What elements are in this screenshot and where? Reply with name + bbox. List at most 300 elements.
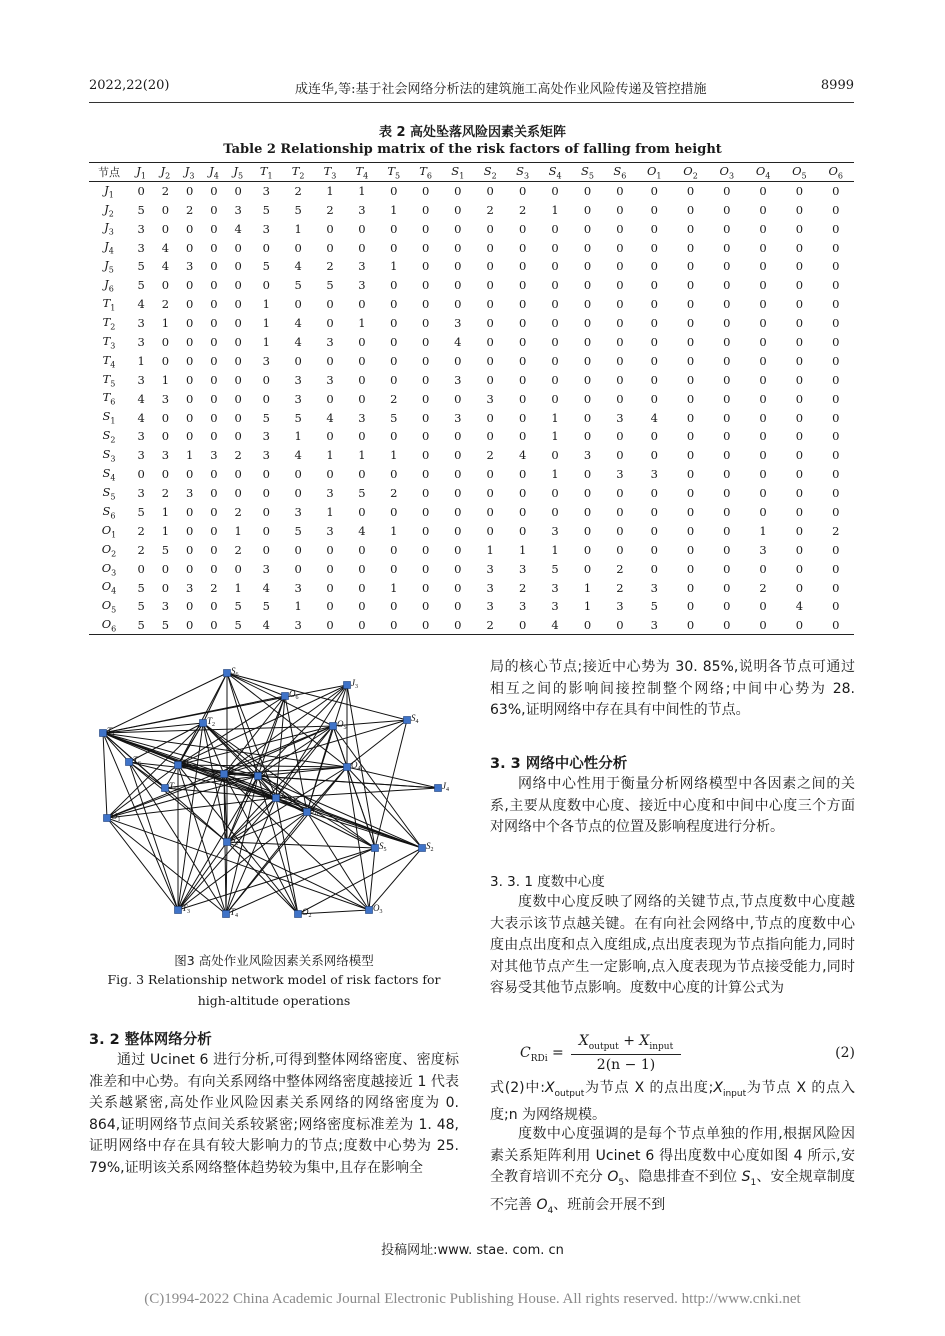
network-node-marker bbox=[304, 809, 311, 816]
network-node-label: $T_5$ bbox=[169, 781, 178, 793]
section-3-3-heading: 3. 3 网络中心性分析 bbox=[490, 756, 628, 772]
table-cell: 0 bbox=[686, 523, 695, 538]
network-node-label: $O_6$ bbox=[289, 689, 299, 701]
figure-caption-cn: 图3 高处作业风险因素关系网络模型 bbox=[174, 953, 374, 968]
table-cell: 0 bbox=[262, 467, 270, 482]
table-cell: 0 bbox=[650, 297, 658, 312]
row-header: $S_6$ bbox=[102, 503, 116, 521]
table-cell: 3 bbox=[294, 391, 302, 406]
table-cell: 0 bbox=[723, 353, 731, 368]
network-edge bbox=[103, 733, 107, 818]
table-cell: 0 bbox=[454, 240, 462, 255]
table-cell: 1 bbox=[551, 542, 559, 557]
table-cell: 0 bbox=[759, 316, 767, 331]
table-cell: 0 bbox=[723, 316, 731, 331]
table-cell: 0 bbox=[650, 278, 658, 293]
table-cell: 0 bbox=[210, 316, 218, 331]
table-cell: 0 bbox=[686, 184, 695, 199]
table-cell: 1 bbox=[326, 184, 334, 199]
table-cell: 0 bbox=[583, 523, 592, 538]
network-node-label: $J_2$ bbox=[280, 791, 287, 803]
table-cell: 0 bbox=[390, 316, 398, 331]
table-cell: 3 bbox=[486, 599, 494, 614]
table-cell: 0 bbox=[421, 372, 430, 387]
table-cell: 0 bbox=[650, 523, 658, 538]
table-cell: 0 bbox=[161, 580, 170, 595]
table-cell: 0 bbox=[486, 334, 494, 349]
table-cell: 0 bbox=[759, 429, 767, 444]
network-edge bbox=[178, 774, 224, 910]
formula-explanation: 式(2)中$:X_{output}$为节点 X 的点出度$;X_{input}$为节点 X 的点入度;n 为网络规模。 bbox=[490, 1080, 855, 1124]
network-node-marker bbox=[404, 717, 411, 724]
table-cell: 1 bbox=[358, 448, 366, 463]
table-cell: 0 bbox=[486, 240, 494, 255]
table-cell: 0 bbox=[759, 278, 767, 293]
table-cell: 0 bbox=[650, 316, 658, 331]
table-cell: 3 bbox=[137, 486, 145, 501]
table-cell: 0 bbox=[686, 202, 695, 217]
table-cell: 0 bbox=[421, 599, 430, 614]
table-cell: 3 bbox=[358, 278, 366, 293]
table-cell: 0 bbox=[551, 353, 559, 368]
table-cell: 0 bbox=[551, 184, 559, 199]
table-cell: 3 bbox=[294, 618, 302, 633]
network-edge bbox=[369, 848, 375, 910]
table-cell: 0 bbox=[795, 391, 804, 406]
table-cell: 0 bbox=[210, 221, 218, 236]
table-cell: 0 bbox=[723, 523, 731, 538]
table-cell: 0 bbox=[454, 599, 462, 614]
table-cell: 1 bbox=[262, 316, 270, 331]
table-cell: 0 bbox=[358, 353, 366, 368]
table-cell: 0 bbox=[650, 561, 658, 576]
table-cell: 0 bbox=[650, 372, 658, 387]
table-cell: 0 bbox=[759, 240, 767, 255]
table-cell: 0 bbox=[390, 184, 398, 199]
table-cell: 3 bbox=[186, 259, 194, 274]
table-cell: 2 bbox=[486, 618, 494, 633]
network-node-label: $T_2$ bbox=[207, 716, 216, 728]
table-cell: 0 bbox=[486, 221, 494, 236]
table-cell: 0 bbox=[583, 221, 592, 236]
table-header-row bbox=[89, 163, 854, 182]
table-cell: 0 bbox=[390, 372, 398, 387]
row-header: $J_6$ bbox=[104, 277, 114, 294]
table-cell: 1 bbox=[234, 523, 242, 538]
table-cell: 0 bbox=[161, 202, 170, 217]
table-cell: 5 bbox=[137, 202, 145, 217]
table-cell: 0 bbox=[518, 184, 527, 199]
table-cell: 3 bbox=[137, 334, 145, 349]
table-cell: 2 bbox=[390, 391, 398, 406]
network-node bbox=[330, 719, 347, 731]
table-cell: 0 bbox=[326, 580, 334, 595]
table-row bbox=[89, 370, 854, 389]
table-cell: 0 bbox=[795, 372, 804, 387]
table-row bbox=[89, 484, 854, 503]
row-header: $S_5$ bbox=[102, 484, 116, 502]
table-cell: 0 bbox=[518, 429, 527, 444]
column-header: $S_4$ bbox=[548, 163, 562, 181]
column-header: $J_2$ bbox=[160, 163, 171, 181]
table-cell: 0 bbox=[759, 467, 767, 482]
table-cell: 0 bbox=[210, 599, 218, 614]
table-cell: 0 bbox=[650, 202, 658, 217]
table-cell: 0 bbox=[454, 542, 462, 557]
table-cell: 5 bbox=[294, 410, 302, 425]
table-cell: 0 bbox=[518, 467, 527, 482]
table-cell: 3 bbox=[616, 599, 624, 614]
copyright-notice: (C)1994-2022 China Academic Journal Electronic Publishing House. All rights reserved. http://www.cnki.net bbox=[144, 1291, 801, 1307]
table-cell: 0 bbox=[234, 316, 242, 331]
row-header: $S_3$ bbox=[102, 447, 116, 464]
formula-lhs: $C_{RDi}$ = bbox=[520, 1045, 564, 1064]
table-cell: 0 bbox=[650, 334, 658, 349]
table-cell: 0 bbox=[518, 504, 527, 519]
table-cell: 0 bbox=[161, 334, 170, 349]
column-header: $S_6$ bbox=[613, 163, 627, 181]
table-cell: 0 bbox=[518, 259, 527, 274]
row-header: $O_1$ bbox=[101, 522, 117, 540]
network-edge bbox=[227, 726, 333, 842]
table-cell: 0 bbox=[262, 504, 270, 519]
table-cell: 0 bbox=[486, 467, 494, 482]
table-cell: 0 bbox=[723, 202, 731, 217]
table-cell: 0 bbox=[326, 297, 334, 312]
table-cell: 0 bbox=[795, 410, 804, 425]
column-header: $T_1$ bbox=[259, 163, 273, 181]
table-cell: 3 bbox=[262, 353, 270, 368]
table-cell: 0 bbox=[832, 202, 840, 217]
table-cell: 0 bbox=[186, 278, 194, 293]
table-body bbox=[89, 181, 854, 634]
table-cell: 3 bbox=[234, 202, 242, 217]
table-cell: 2 bbox=[486, 448, 494, 463]
section-3-3-1-paragraph: 度数中心度反映了网络的关键节点,节点度数中心度越大表示该节点越关键。在有向社会网络中,节点的度数中心度由点出度和点入度组成,点出度表现为节点指向能力,同时对其他节点产生一定影响,点入度表现为节点接受能力,同时容易受其他节点影响。度数中心度的计算公式为 bbox=[490, 894, 855, 997]
table-cell: 0 bbox=[326, 391, 334, 406]
table-cell: 0 bbox=[262, 486, 270, 501]
table-cell: 0 bbox=[234, 297, 242, 312]
table-cell: 3 bbox=[294, 504, 302, 519]
table-cell: 5 bbox=[262, 599, 270, 614]
table-cell: 0 bbox=[723, 372, 731, 387]
network-node-label: $J_5$ bbox=[182, 758, 189, 770]
table-cell: 3 bbox=[210, 448, 218, 463]
table-cell: 0 bbox=[421, 353, 430, 368]
table-cell: 0 bbox=[210, 240, 218, 255]
table-cell: 0 bbox=[759, 504, 767, 519]
table-cell: 1 bbox=[486, 542, 494, 557]
table-cell: 0 bbox=[186, 334, 194, 349]
table-cell: 1 bbox=[551, 202, 559, 217]
table-row bbox=[89, 427, 854, 446]
table-cell: 0 bbox=[616, 523, 624, 538]
network-edge bbox=[203, 723, 375, 848]
table-cell: 0 bbox=[358, 221, 366, 236]
table-cell: 1 bbox=[390, 259, 398, 274]
network-edge bbox=[203, 723, 276, 798]
table-cell: 0 bbox=[686, 580, 695, 595]
table-cell: 4 bbox=[326, 410, 334, 425]
table-cell: 0 bbox=[583, 240, 592, 255]
table-cell: 0 bbox=[795, 504, 804, 519]
table-cell: 0 bbox=[650, 429, 658, 444]
table-cell: 0 bbox=[795, 297, 804, 312]
table-cell: 0 bbox=[723, 618, 731, 633]
table-cell: 0 bbox=[583, 184, 592, 199]
table-cell: 0 bbox=[583, 259, 592, 274]
table-cell: 0 bbox=[454, 618, 462, 633]
table-cell: 3 bbox=[161, 391, 170, 406]
table-cell: 3 bbox=[551, 599, 559, 614]
table-cell: 0 bbox=[137, 467, 145, 482]
table-cell: 0 bbox=[186, 561, 194, 576]
table-cell: 0 bbox=[234, 429, 242, 444]
table-cell: 0 bbox=[686, 599, 695, 614]
table-cell: 0 bbox=[832, 184, 840, 199]
table-cell: 0 bbox=[832, 410, 840, 425]
table-cell: 0 bbox=[421, 410, 430, 425]
network-edge bbox=[107, 818, 178, 910]
row-header: $T_3$ bbox=[102, 333, 116, 351]
table-cell: 1 bbox=[583, 599, 592, 614]
table-cell: 2 bbox=[294, 184, 302, 199]
table-cell: 0 bbox=[358, 297, 366, 312]
table-cell: 4 bbox=[234, 221, 242, 236]
network-node-marker bbox=[435, 785, 442, 792]
table-cell: 1 bbox=[161, 316, 170, 331]
table-cell: 0 bbox=[832, 618, 840, 633]
table-cell: 0 bbox=[795, 353, 804, 368]
network-node-marker bbox=[344, 764, 351, 771]
network-edge bbox=[347, 767, 369, 910]
table-cell: 0 bbox=[161, 561, 170, 576]
table-cell: 3 bbox=[486, 391, 494, 406]
network-node-marker bbox=[126, 759, 133, 766]
table-cell: 3 bbox=[137, 316, 145, 331]
last-paragraph: 度数中心度强调的是每个节点单独的作用,根据风险因素关系矩阵利用 Ucinet 6 得出度数中心度如图 4 所示,安全教育培训不充分 $O_5$、隐患排查不到位 $S_1$、安全规章制度不完善 $O_4$、班前会开展不到 bbox=[490, 1126, 856, 1216]
table-cell: 0 bbox=[518, 334, 527, 349]
table-cell: 0 bbox=[551, 372, 559, 387]
table-cell: 2 bbox=[137, 523, 145, 538]
table-cell: 0 bbox=[583, 618, 592, 633]
table-cell: 2 bbox=[161, 297, 170, 312]
table-row bbox=[89, 314, 854, 333]
table-cell: 1 bbox=[390, 580, 398, 595]
table-cell: 0 bbox=[686, 429, 695, 444]
table-cell: 5 bbox=[137, 599, 145, 614]
table-cell: 0 bbox=[832, 259, 840, 274]
table-cell: 0 bbox=[616, 448, 624, 463]
network-node-label: $T_3$ bbox=[182, 903, 191, 915]
table-corner-label: 节点 bbox=[98, 165, 120, 179]
table-cell: 0 bbox=[210, 429, 218, 444]
table-cell: 0 bbox=[390, 467, 398, 482]
network-node-label: $S_1$ bbox=[231, 835, 239, 847]
network-node-marker bbox=[273, 795, 280, 802]
table-cell: 0 bbox=[686, 221, 695, 236]
table-cell: 0 bbox=[390, 618, 398, 633]
table-cell: 0 bbox=[723, 486, 731, 501]
table-cell: 3 bbox=[454, 316, 462, 331]
table-cell: 4 bbox=[294, 316, 302, 331]
table-cell: 5 bbox=[137, 580, 145, 595]
table-cell: 0 bbox=[832, 580, 840, 595]
table-cell: 0 bbox=[262, 278, 270, 293]
network-edge bbox=[178, 673, 227, 765]
network-node-label: $J_4$ bbox=[442, 781, 449, 793]
network-node bbox=[344, 760, 361, 772]
column-header: $T_6$ bbox=[419, 163, 433, 181]
table-cell: 0 bbox=[616, 184, 624, 199]
table-cell: 4 bbox=[650, 410, 658, 425]
table-cell: 0 bbox=[210, 410, 218, 425]
table-cell: 0 bbox=[234, 410, 242, 425]
table-cell: 0 bbox=[390, 542, 398, 557]
table-cell: 0 bbox=[686, 504, 695, 519]
network-node-label: $O_5$ bbox=[337, 719, 347, 731]
table-cell: 4 bbox=[137, 410, 145, 425]
table-cell: 0 bbox=[650, 221, 658, 236]
table-cell: 0 bbox=[795, 316, 804, 331]
column-header: $J_4$ bbox=[209, 163, 219, 181]
table-cell: 0 bbox=[234, 334, 242, 349]
table-cell: 0 bbox=[421, 259, 430, 274]
table-cell: 3 bbox=[650, 580, 658, 595]
table-cell: 0 bbox=[234, 391, 242, 406]
table-cell: 0 bbox=[421, 580, 430, 595]
table-cell: 0 bbox=[650, 504, 658, 519]
network-edge bbox=[276, 696, 285, 798]
table-cell: 0 bbox=[186, 523, 194, 538]
table-cell: 0 bbox=[686, 391, 695, 406]
table-cell: 1 bbox=[137, 353, 145, 368]
table-cell: 0 bbox=[518, 486, 527, 501]
table-cell: 5 bbox=[137, 504, 145, 519]
table-row bbox=[89, 446, 854, 465]
table-cell: 1 bbox=[583, 580, 592, 595]
table-cell: 0 bbox=[583, 486, 592, 501]
table-cell: 0 bbox=[358, 391, 366, 406]
network-node-marker bbox=[344, 682, 351, 689]
table-cell: 3 bbox=[358, 202, 366, 217]
table-cell: 0 bbox=[234, 486, 242, 501]
relationship-matrix-table bbox=[89, 162, 854, 635]
network-node-marker bbox=[221, 771, 228, 778]
formula-fraction: $X_{output} + X_{input}$ 2(n − 1) bbox=[571, 1033, 681, 1073]
table-cell: 0 bbox=[686, 486, 695, 501]
table-cell: 0 bbox=[650, 184, 658, 199]
row-header: $J_3$ bbox=[104, 220, 114, 237]
table-cell: 0 bbox=[210, 618, 218, 633]
table-cell: 1 bbox=[326, 448, 334, 463]
table-cell: 3 bbox=[650, 618, 658, 633]
table-cell: 0 bbox=[421, 221, 430, 236]
table-cell: 0 bbox=[234, 259, 242, 274]
network-node-marker bbox=[255, 773, 262, 780]
table-cell: 0 bbox=[832, 372, 840, 387]
table-cell: 0 bbox=[186, 184, 194, 199]
network-node-label: $J_1$ bbox=[262, 769, 269, 781]
table-cell: 0 bbox=[421, 561, 430, 576]
table-cell: 0 bbox=[723, 599, 731, 614]
column-header: $T_5$ bbox=[387, 163, 401, 181]
table-cell: 3 bbox=[616, 467, 624, 482]
table-cell: 0 bbox=[421, 542, 430, 557]
network-node-marker bbox=[175, 907, 182, 914]
table-cell: 0 bbox=[421, 316, 430, 331]
table-cell: 3 bbox=[551, 580, 559, 595]
table-cell: 0 bbox=[616, 297, 624, 312]
column-header: $O_6$ bbox=[828, 163, 844, 181]
figure-caption-en-line1: Fig. 3 Relationship network model of risk factors for bbox=[107, 972, 441, 987]
row-header: $S_4$ bbox=[102, 466, 116, 483]
table-cell: 0 bbox=[186, 353, 194, 368]
table-cell: 0 bbox=[210, 467, 218, 482]
table-cell: 2 bbox=[486, 202, 494, 217]
table-cell: 0 bbox=[186, 221, 194, 236]
table-cell: 0 bbox=[518, 523, 527, 538]
section-3-2-heading: 3. 2 整体网络分析 bbox=[89, 1032, 212, 1048]
table-row bbox=[89, 616, 854, 635]
table-cell: 5 bbox=[650, 599, 658, 614]
table-cell: 3 bbox=[486, 561, 494, 576]
table-cell: 0 bbox=[759, 561, 767, 576]
table-cell: 1 bbox=[262, 297, 270, 312]
table-cell: 0 bbox=[832, 448, 840, 463]
table-cell: 0 bbox=[454, 448, 462, 463]
table-cell: 3 bbox=[161, 599, 170, 614]
column-header: $T_4$ bbox=[355, 163, 369, 181]
table-cell: 4 bbox=[137, 391, 145, 406]
table-cell: 0 bbox=[759, 599, 767, 614]
network-node bbox=[419, 841, 434, 853]
table-cell: 1 bbox=[358, 184, 366, 199]
table-cell: 0 bbox=[161, 429, 170, 444]
table-cell: 3 bbox=[137, 221, 145, 236]
network-node-label: $S_6$ bbox=[231, 666, 239, 678]
network-node bbox=[344, 678, 359, 690]
table-cell: 3 bbox=[358, 410, 366, 425]
network-node-marker bbox=[224, 839, 231, 846]
table-cell: 0 bbox=[551, 334, 559, 349]
header-rule bbox=[89, 102, 854, 103]
table-cell: 0 bbox=[686, 410, 695, 425]
column-header: $S_5$ bbox=[580, 163, 594, 181]
table-cell: 0 bbox=[210, 184, 218, 199]
table-cell: 0 bbox=[832, 316, 840, 331]
network-edge bbox=[333, 726, 422, 848]
table-cell: 0 bbox=[454, 523, 462, 538]
table-cell: 0 bbox=[326, 599, 334, 614]
table-cell: 0 bbox=[518, 410, 527, 425]
row-header: $S_2$ bbox=[102, 428, 116, 445]
network-diagram bbox=[89, 660, 459, 940]
table-cell: 0 bbox=[186, 410, 194, 425]
table-cell: 0 bbox=[583, 467, 592, 482]
table-cell: 2 bbox=[210, 580, 218, 595]
table-cell: 0 bbox=[832, 486, 840, 501]
table-cell: 0 bbox=[795, 467, 804, 482]
column-header: $O_2$ bbox=[683, 163, 698, 181]
table-title-en: Table 2 Relationship matrix of the risk factors of falling from height bbox=[223, 142, 722, 157]
table-cell: 0 bbox=[262, 240, 270, 255]
table-cell: 2 bbox=[390, 486, 398, 501]
table-cell: 0 bbox=[723, 184, 731, 199]
table-cell: 3 bbox=[186, 580, 194, 595]
table-cell: 0 bbox=[486, 504, 494, 519]
degree-centrality-formula bbox=[520, 1033, 855, 1077]
